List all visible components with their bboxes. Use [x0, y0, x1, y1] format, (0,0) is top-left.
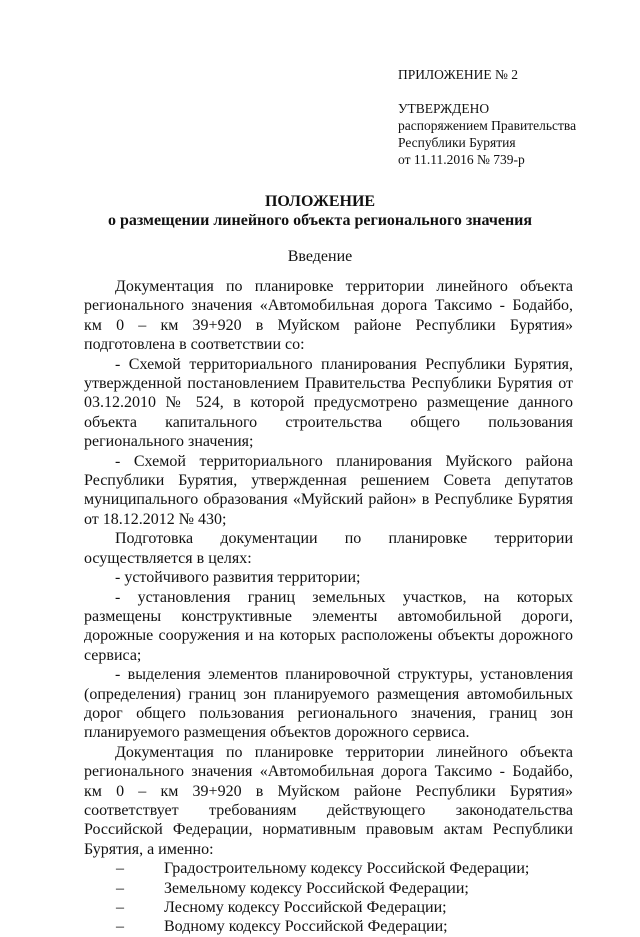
- annex-number: ПРИЛОЖЕНИЕ № 2: [398, 67, 519, 82]
- approval-line-2: Республики Бурятия: [398, 135, 516, 150]
- paragraph: - Схемой территориального планирования Республики Бурятия, утвержденной постановлением Правительства Республики Бурятия от 03.12.2010 № 524, в которой предусмотрено размещение данного объекта капитального строительства общего пользования регионального значения;: [84, 355, 573, 451]
- document-title: ПОЛОЖЕНИЕ: [264, 193, 376, 210]
- section-heading: Введение: [287, 248, 353, 265]
- paragraph: Документация по планировке территории линейного объекта регионального значения «Автомобильная дорога Таксимо - Бодайбо, км 0 – км 39+920 в Муйском районе Республики Бурятия» подготовлена в соответствии со:: [84, 278, 573, 354]
- approval-line-1: распоряжением Правительства: [398, 118, 577, 133]
- list-item-text: Лесному кодексу Российской Федерации;: [164, 899, 447, 916]
- paragraph: - Схемой территориального планирования Муйского района Республики Бурятия, утвержденная решением Совета депутатов муниципального образования «Муйский район» в Республике Бурятия от 18.12.2012 № 430;: [84, 452, 573, 528]
- list-item: [84, 917, 573, 936]
- document-subtitle: о размещении линейного объекта регионального значения: [107, 212, 533, 229]
- approval-block: [398, 66, 628, 168]
- list-item-text: Градостроительному кодексу Российской Федерации;: [164, 860, 530, 878]
- list-item: [84, 859, 573, 878]
- dash-marker: –: [116, 918, 124, 936]
- paragraph: Документация по планировке территории линейного объекта регионального значения «Автомобильная дорога Таксимо - Бодайбо, км 0 – км 39+920 в Муйском районе Республики Бурятия» соответствует требованиям действующего законодательства Российской Федерации, нормативным правовым актам Республики Бурятия, а именно:: [84, 743, 573, 858]
- approved-label: УТВЕРЖДЕНО: [398, 101, 490, 116]
- paragraph: Подготовка документации по планировке территории осуществляется в целях:: [84, 530, 573, 567]
- body-text: [84, 277, 573, 937]
- paragraph: - выделения элементов планировочной структуры, установления (определения) границ зон планируемого размещения автомобильных дорог общего пользования регионального значения, границ зон планируемого размещения объектов дорожного сервиса.: [84, 666, 573, 742]
- dash-marker: –: [116, 860, 124, 878]
- paragraph: - устойчивого развития территории;: [115, 569, 361, 587]
- list-item-text: Водному кодексу Российской Федерации;: [164, 918, 448, 936]
- dash-marker: –: [116, 899, 124, 916]
- paragraph: - установления границ земельных участков, на которых размещены конструктивные элементы автомобильной дороги, дорожные сооружения и на которых расположены объекты дорожного сервиса;: [84, 588, 573, 664]
- dash-marker: –: [116, 879, 124, 897]
- list-item-text: Земельному кодексу Российской Федерации;: [164, 879, 469, 897]
- list-item: [84, 879, 573, 898]
- list-item: [84, 898, 573, 917]
- approval-line-3: от 11.11.2016 № 739-р: [398, 152, 525, 167]
